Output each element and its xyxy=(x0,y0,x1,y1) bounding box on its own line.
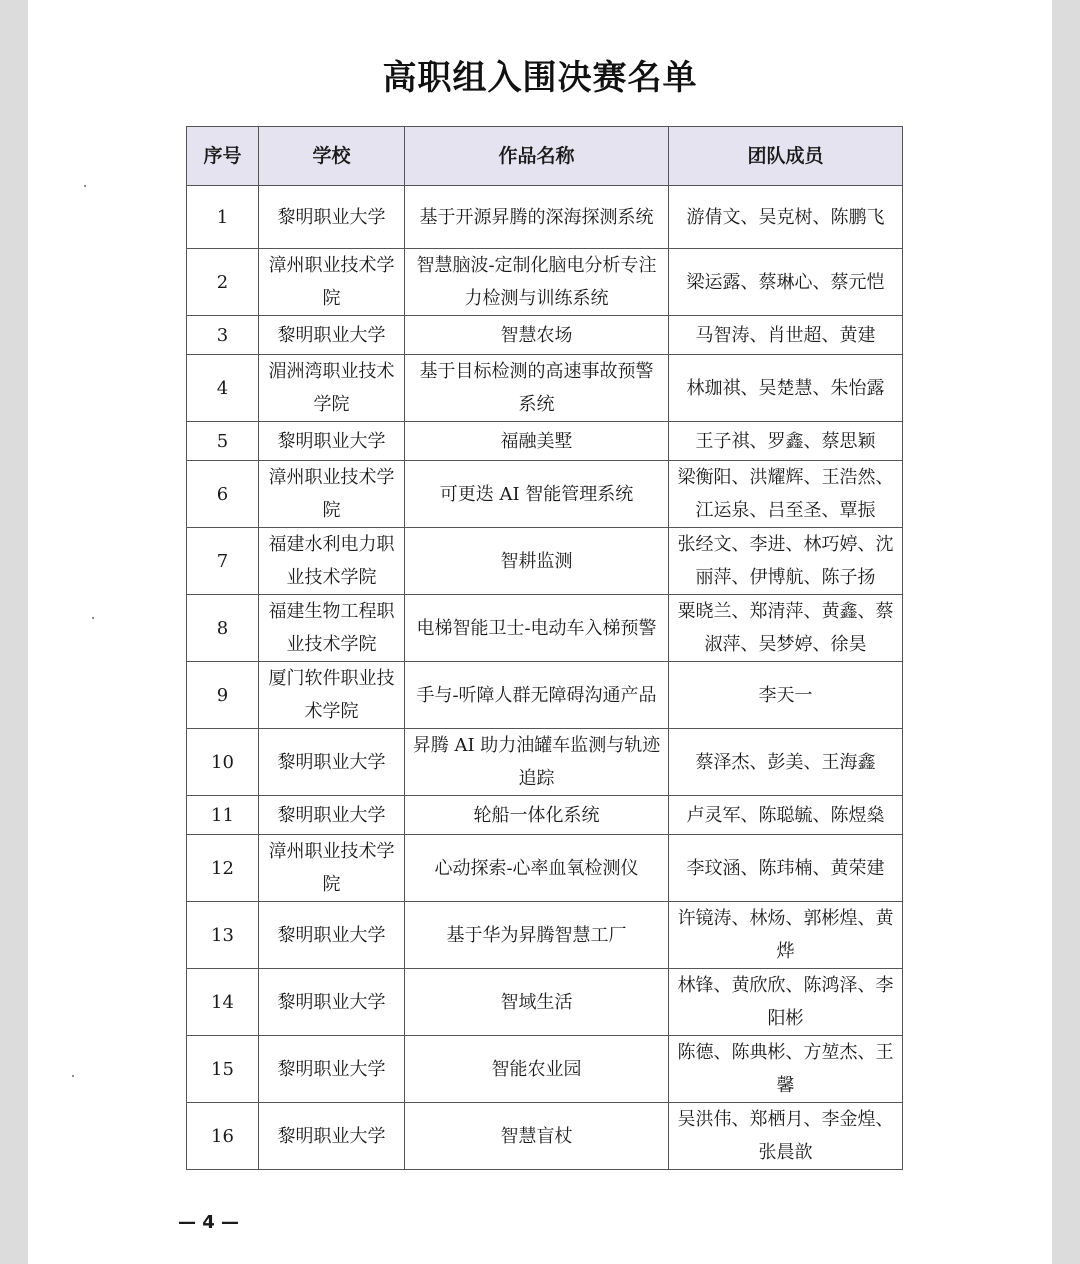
row-number: 10 xyxy=(187,729,259,796)
row-school: 黎明职业大学 xyxy=(259,1036,405,1103)
row-school: 黎明职业大学 xyxy=(259,729,405,796)
finalists-table xyxy=(186,126,903,1170)
table-row xyxy=(187,1036,903,1103)
row-team-members: 游倩文、吴克树、陈鹏飞 xyxy=(669,186,903,249)
row-work-title: 基于华为昇腾智慧工厂 xyxy=(405,902,669,969)
table-row xyxy=(187,1103,903,1170)
table-row xyxy=(187,249,903,316)
row-number: 7 xyxy=(187,528,259,595)
page-number: — 4 — xyxy=(178,1212,240,1233)
row-work-title: 基于开源昇腾的深海探测系统 xyxy=(405,186,669,249)
row-team-members: 卢灵军、陈聪毓、陈煜燊 xyxy=(669,796,903,835)
row-team-members: 张经文、李进、林巧婷、沈丽萍、伊博航、陈子扬 xyxy=(669,528,903,595)
row-school: 漳州职业技术学院 xyxy=(259,461,405,528)
row-school: 黎明职业大学 xyxy=(259,969,405,1036)
table-row xyxy=(187,729,903,796)
page-title: 高职组入围决赛名单 xyxy=(382,58,698,98)
table-row xyxy=(187,461,903,528)
row-work-title: 昇腾 AI 助力油罐车监测与轨迹追踪 xyxy=(405,729,669,796)
row-team-members: 王子祺、罗鑫、蔡思颖 xyxy=(669,422,903,461)
table-row xyxy=(187,422,903,461)
row-work-title: 轮船一体化系统 xyxy=(405,796,669,835)
table-row xyxy=(187,355,903,422)
header-work-title: 作品名称 xyxy=(405,127,669,186)
row-team-members: 蔡泽杰、彭美、王海鑫 xyxy=(669,729,903,796)
row-work-title: 智慧农场 xyxy=(405,316,669,355)
scan-speck xyxy=(72,1075,74,1077)
row-number: 12 xyxy=(187,835,259,902)
row-school: 漳州职业技术学院 xyxy=(259,835,405,902)
table-header-row xyxy=(187,127,903,186)
row-team-members: 李玟涵、陈玮楠、黄荣建 xyxy=(669,835,903,902)
row-school: 湄洲湾职业技术学院 xyxy=(259,355,405,422)
row-team-members: 粟晓兰、郑清萍、黄鑫、蔡淑萍、吴梦婷、徐昊 xyxy=(669,595,903,662)
row-work-title: 福融美墅 xyxy=(405,422,669,461)
row-number: 3 xyxy=(187,316,259,355)
row-team-members: 马智涛、肖世超、黄建 xyxy=(669,316,903,355)
row-number: 9 xyxy=(187,662,259,729)
row-number: 2 xyxy=(187,249,259,316)
header-team-members: 团队成员 xyxy=(669,127,903,186)
row-number: 15 xyxy=(187,1036,259,1103)
table-row xyxy=(187,969,903,1036)
scan-speck xyxy=(84,185,86,187)
row-school: 黎明职业大学 xyxy=(259,316,405,355)
row-work-title: 智慧脑波-定制化脑电分析专注力检测与训练系统 xyxy=(405,249,669,316)
row-team-members: 许镜涛、林炀、郭彬煌、黄烨 xyxy=(669,902,903,969)
row-school: 福建水利电力职业技术学院 xyxy=(259,528,405,595)
row-number: 6 xyxy=(187,461,259,528)
row-school: 黎明职业大学 xyxy=(259,796,405,835)
row-work-title: 智域生活 xyxy=(405,969,669,1036)
scan-speck xyxy=(92,617,94,619)
row-school: 黎明职业大学 xyxy=(259,186,405,249)
row-school: 漳州职业技术学院 xyxy=(259,249,405,316)
row-number: 11 xyxy=(187,796,259,835)
row-team-members: 陈德、陈典彬、方堃杰、王馨 xyxy=(669,1036,903,1103)
row-team-members: 梁运露、蔡琳心、蔡元恺 xyxy=(669,249,903,316)
row-team-members: 林珈祺、吴楚慧、朱怡露 xyxy=(669,355,903,422)
row-work-title: 智能农业园 xyxy=(405,1036,669,1103)
row-number: 1 xyxy=(187,186,259,249)
row-number: 5 xyxy=(187,422,259,461)
row-work-title: 智慧盲杖 xyxy=(405,1103,669,1170)
header-school: 学校 xyxy=(259,127,405,186)
document-page xyxy=(28,0,1052,1264)
row-work-title: 智耕监测 xyxy=(405,528,669,595)
row-number: 8 xyxy=(187,595,259,662)
table-row xyxy=(187,796,903,835)
row-school: 福建生物工程职业技术学院 xyxy=(259,595,405,662)
table-row xyxy=(187,662,903,729)
row-team-members: 梁衡阳、洪耀辉、王浩然、江运泉、吕至圣、覃振 xyxy=(669,461,903,528)
row-work-title: 基于目标检测的高速事故预警系统 xyxy=(405,355,669,422)
table-row xyxy=(187,902,903,969)
header-number: 序号 xyxy=(187,127,259,186)
row-team-members: 李天一 xyxy=(669,662,903,729)
row-work-title: 心动探索-心率血氧检测仪 xyxy=(405,835,669,902)
row-number: 13 xyxy=(187,902,259,969)
row-work-title: 手与-听障人群无障碍沟通产品 xyxy=(405,662,669,729)
row-number: 4 xyxy=(187,355,259,422)
row-school: 黎明职业大学 xyxy=(259,1103,405,1170)
table-row xyxy=(187,316,903,355)
row-school: 厦门软件职业技术学院 xyxy=(259,662,405,729)
table-row xyxy=(187,528,903,595)
row-number: 16 xyxy=(187,1103,259,1170)
row-number: 14 xyxy=(187,969,259,1036)
table-row xyxy=(187,186,903,249)
row-team-members: 林锋、黄欣欣、陈鸿泽、李阳彬 xyxy=(669,969,903,1036)
row-school: 黎明职业大学 xyxy=(259,422,405,461)
row-team-members: 吴洪伟、郑栖月、李金煌、张晨歆 xyxy=(669,1103,903,1170)
row-work-title: 可更迭 AI 智能管理系统 xyxy=(405,461,669,528)
table-row xyxy=(187,835,903,902)
row-school: 黎明职业大学 xyxy=(259,902,405,969)
table-row xyxy=(187,595,903,662)
row-work-title: 电梯智能卫士-电动车入梯预警 xyxy=(405,595,669,662)
